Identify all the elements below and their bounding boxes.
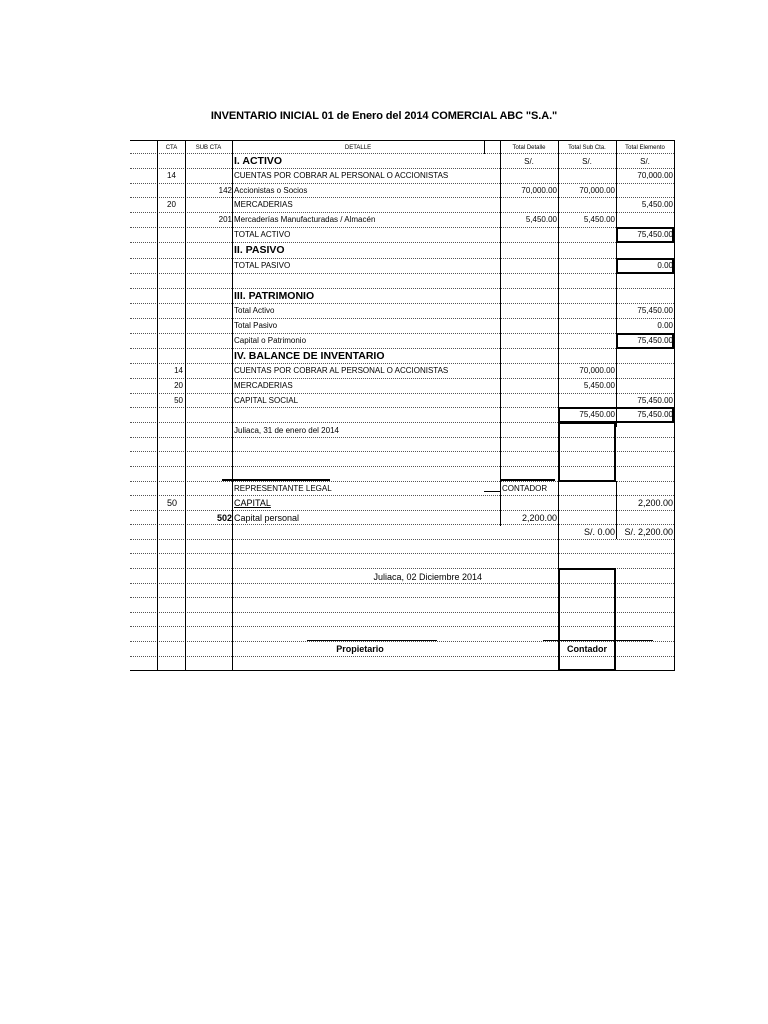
table-row	[130, 227, 674, 228]
detalle-text: Total Activo	[234, 306, 275, 315]
table-row	[130, 524, 674, 525]
detalle-text: Capital o Patrimonio	[234, 336, 307, 345]
table-row	[130, 242, 674, 243]
column-divider	[157, 140, 158, 671]
total-elemento-value: 5,450.00	[641, 200, 673, 209]
detalle-text: CUENTAS POR COBRAR AL PERSONAL O ACCIONISTAS	[234, 171, 449, 180]
currency-te: S/.	[640, 157, 650, 166]
total-elemento-value: 2,200.00	[637, 498, 673, 508]
table-row	[130, 140, 674, 141]
column-divider	[500, 140, 501, 526]
detalle-text: TOTAL PASIVO	[234, 261, 291, 270]
total-elemento-value: S/. 2,200.00	[624, 527, 673, 537]
cta-value: 50	[167, 498, 178, 508]
signature-box-1	[558, 422, 616, 482]
total-pasivo-box	[616, 258, 674, 274]
table-row	[130, 495, 674, 496]
table-row	[130, 212, 674, 213]
signature-line	[543, 640, 653, 641]
table-row	[130, 378, 674, 379]
total-elemento-value: 75,450.00	[637, 396, 673, 405]
signature-representante-legal: REPRESENTANTE LEGAL	[234, 484, 332, 493]
header-total-elemento: Total Elemento	[625, 145, 665, 151]
detalle-text: CAPITAL	[234, 498, 271, 508]
header-total-detalle: Total Detalle	[512, 145, 546, 151]
document-title: INVENTARIO INICIAL 01 de Enero del 2014 COMERCIAL ABC "S.A."	[210, 110, 558, 122]
cta-value: 20	[167, 200, 176, 209]
signature-propietario: Propietario	[336, 644, 384, 654]
table-row	[130, 333, 674, 334]
column-divider	[484, 140, 485, 154]
section-activo: I. ACTIVO	[234, 155, 283, 167]
section-pasivo: II. PASIVO	[234, 244, 285, 256]
total-elemento-value: 70,000.00	[637, 171, 673, 180]
subcta-value: 142	[218, 186, 232, 195]
total-subcta-value: 5,450.00	[583, 215, 615, 224]
detalle-text: MERCADERIAS	[234, 381, 293, 390]
currency-tsc: S/.	[582, 157, 592, 166]
table-row	[130, 197, 674, 198]
cta-value: 20	[174, 381, 183, 390]
place-date-1: Juliaca, 31 de enero del 2014	[234, 426, 339, 435]
total-detalle-value: 2,200.00	[521, 513, 557, 523]
detalle-text: Mercaderías Manufacturadas / Almacén	[234, 215, 376, 224]
signature-box-2	[558, 568, 616, 671]
total-elemento-value: 75,450.00	[637, 336, 673, 345]
table-row	[130, 318, 674, 319]
total-detalle-value: 5,450.00	[525, 215, 557, 224]
balance-totals-box	[558, 407, 674, 423]
section-balance: IV. BALANCE DE INVENTARIO	[234, 350, 385, 362]
capital-box	[616, 333, 674, 349]
signature-contador-2: Contador	[567, 644, 607, 654]
total-subcta-value: S/. 0.00	[583, 527, 615, 537]
table-row	[130, 303, 674, 304]
total-elemento-value: 0.00	[657, 261, 673, 270]
table-row	[130, 153, 674, 154]
column-divider	[185, 140, 186, 671]
signature-contador: CONTADOR	[502, 484, 548, 493]
total-subcta-value: 5,450.00	[583, 381, 615, 390]
cta-value: 50	[174, 396, 183, 405]
total-elemento-value: 75,450.00	[637, 230, 673, 239]
header-cta: CTA	[165, 145, 178, 151]
section-patrimonio: III. PATRIMONIO	[234, 290, 315, 302]
subcta-value: 201	[218, 215, 232, 224]
signature-line	[500, 479, 555, 481]
detalle-text: CAPITAL SOCIAL	[234, 396, 299, 405]
table-row	[130, 288, 674, 289]
total-subcta-value: 70,000.00	[579, 186, 615, 195]
column-divider	[674, 140, 675, 671]
place-date-2: Juliaca, 02 Diciembre 2014	[373, 572, 482, 582]
header-subcta: SUB CTA	[195, 145, 222, 151]
signature-line	[307, 640, 437, 641]
detalle-text: MERCADERIAS	[234, 200, 293, 209]
detalle-text: TOTAL ACTIVO	[234, 230, 291, 239]
detalle-text: Total Pasivo	[234, 321, 278, 330]
total-activo-box	[616, 227, 674, 243]
table-row	[130, 273, 674, 274]
cta-value: 14	[174, 366, 183, 375]
total-elemento-value: 0.00	[657, 321, 673, 330]
detalle-text: Accionistas o Socios	[234, 186, 308, 195]
table-row	[130, 393, 674, 394]
total-elemento-value: 75,450.00	[637, 410, 673, 419]
total-subcta-value: 75,450.00	[579, 410, 615, 419]
signature-line	[484, 491, 500, 492]
table-row	[130, 348, 674, 349]
table-row	[130, 183, 674, 184]
column-divider	[232, 140, 233, 671]
detalle-text: CUENTAS POR COBRAR AL PERSONAL O ACCIONISTAS	[234, 366, 449, 375]
detalle-text: Capital personal	[234, 513, 300, 523]
column-divider	[616, 481, 617, 539]
table-row	[130, 363, 674, 364]
header-total-subcta: Total Sub Cta.	[568, 145, 606, 151]
header-detalle: DETALLE	[344, 145, 372, 151]
column-divider	[616, 140, 617, 427]
table-row	[130, 539, 674, 540]
total-subcta-value: 70,000.00	[579, 366, 615, 375]
cta-value: 14	[167, 171, 176, 180]
currency-td: S/.	[524, 157, 534, 166]
total-detalle-value: 70,000.00	[521, 186, 557, 195]
table-row	[130, 168, 674, 169]
table-row	[130, 510, 674, 511]
signature-line	[222, 479, 330, 481]
table-row	[130, 553, 674, 554]
total-elemento-value: 75,450.00	[637, 306, 673, 315]
table-row	[130, 258, 674, 259]
subcta-value: 502	[216, 513, 232, 523]
